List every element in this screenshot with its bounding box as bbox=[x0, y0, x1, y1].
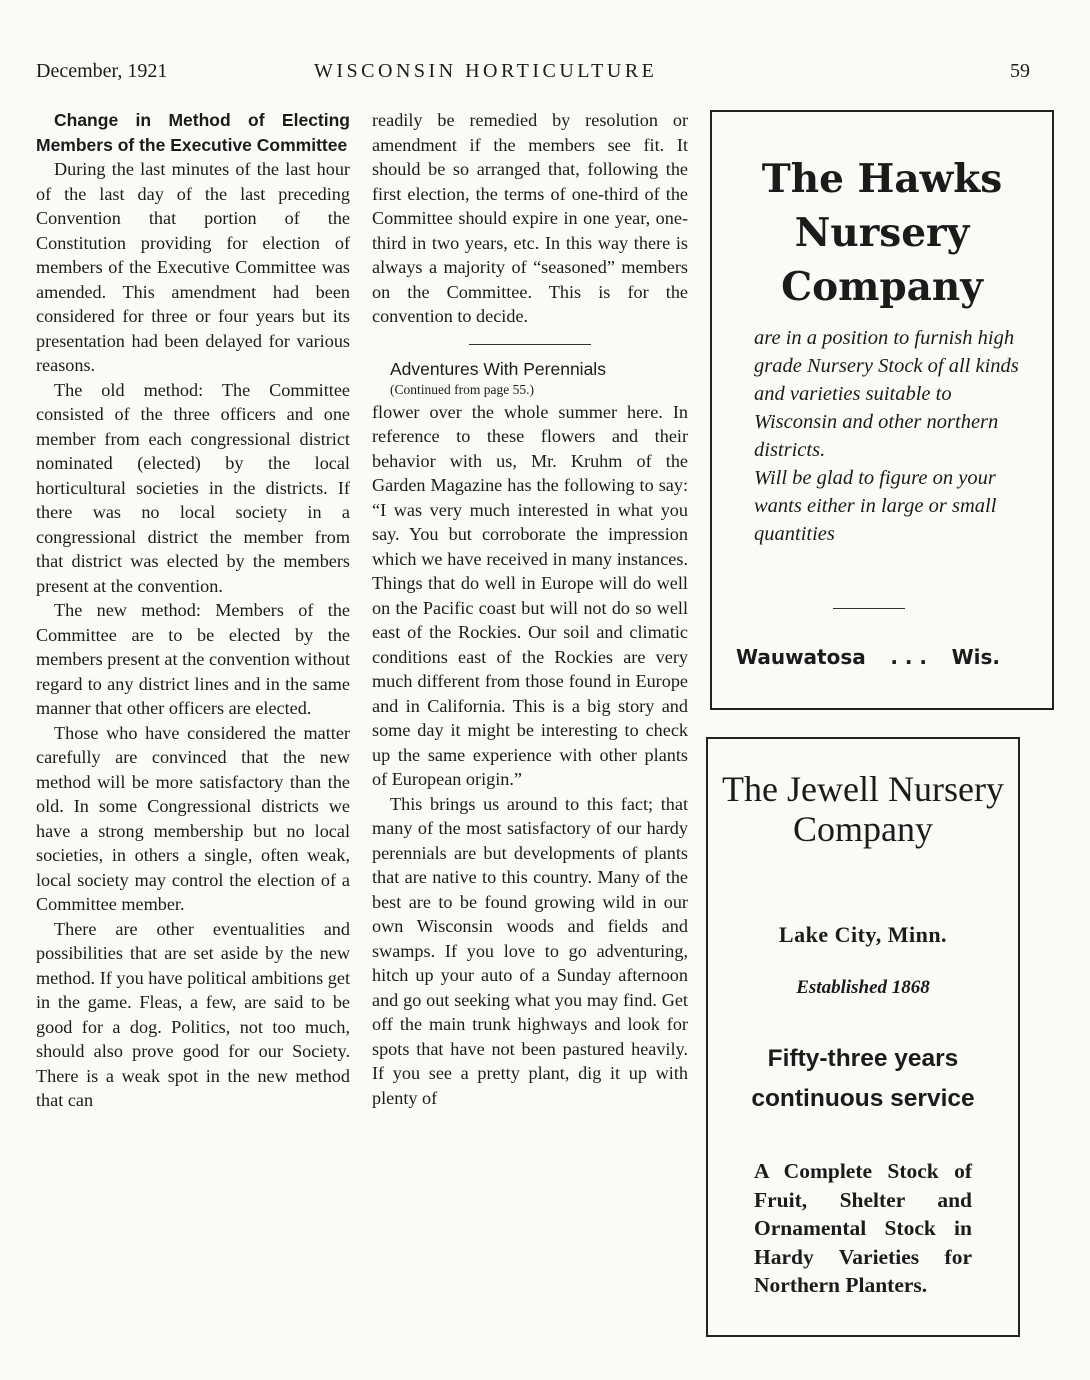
ad-body-text: Will be glad to figure on your wants either in large or small quantities bbox=[754, 467, 997, 545]
ad-body bbox=[754, 324, 1029, 548]
section-title: Adventures With Perennials bbox=[390, 358, 606, 379]
article-paragraph: The old method: The Committee consisted of the three officers and one member from each congressional district nominated (elected) by the local horticultural societies in the districts. If there was no local society in a congressional district the member from that district was elected by the members present at the convention. bbox=[36, 379, 350, 596]
ad-dots: . . . bbox=[890, 645, 928, 669]
article-paragraph: flower over the whole summer here. In reference to these flowers and their behavior with us, Mr. Kruhm of the Garden Magazine has the following to say: “I was very much interested in what you say. You but corroborate the impression which we have received in many instances. Things that do well in Europe will do well on the Pacific coast but will not do so well east of the Rockies. Our soil and climatic conditions east of the Rockies are very much different from those found in Europe and in California. This is a big story and some day it might be interesting to check up the same experience with other plants of European origin.” bbox=[372, 401, 688, 789]
ad-location bbox=[736, 645, 1000, 669]
ad-location: Lake City, Minn. bbox=[778, 922, 948, 947]
section-subtitle: (Continued from page 55.) bbox=[390, 381, 534, 397]
journal-title: WISCONSIN HORTICULTURE bbox=[314, 60, 658, 82]
jewell-nursery-ad bbox=[706, 737, 1020, 1337]
ad-established: Established 1868 bbox=[796, 977, 930, 998]
ad-body-text: are in a position to furnish high grade Nursery Stock of all kinds and varieties suitable to Wisconsin and other northern districts. bbox=[754, 327, 1019, 461]
article-paragraph: Those who have considered the matter carefully are convinced that the new method will be more satisfactory than the old. In some Congressional districts we have a strong membership but no local societies, in others a single, often weak, local society may control the election of a Committee member. bbox=[36, 722, 350, 914]
article-paragraph: During the last minutes of the last hour of the last day of the last preceding Convention that portion of the Constitution providing for election of members of the Executive Committee was amended. This amendment had been considered for three or four years but its presentation had been delayed for various reasons. bbox=[36, 159, 350, 375]
column-middle bbox=[372, 108, 688, 1110]
ad-stock-description: A Complete Stock of Fruit, Shelter and Ornamental Stock in Hardy Varieties for Northern Planters. bbox=[754, 1159, 972, 1297]
article-continuation: readily be remedied by resolution or amendment if the members see fit. It should be so arranged that, following the first election, the terms of one-third of the Committee should expire in one year, one-third in two years, etc. In this way there is always a majority of “seasoned” members on the Committee. This is for the convention to decide. bbox=[372, 110, 688, 326]
article-paragraph: This brings us around to this fact; that many of the most satisfactory of our hardy perennials are but developments of plants that are native to this country. Many of the best are to be found growing wild in our own Wisconsin woods and fields and swamps. If you love to go adventuring, hitch up your auto of a Sunday afternoon and go out seeking what you may find. Get off the main trunk highways and look for spots that have not been pastured heavily. If you see a pretty plant, dig it up with plenty of bbox=[372, 793, 688, 1108]
column-left bbox=[36, 108, 350, 1113]
page-number: 59 bbox=[1010, 60, 1030, 82]
ad-divider bbox=[833, 608, 905, 609]
section-divider bbox=[469, 344, 591, 345]
article-title: Change in Method of Electing Members of the Executive Committee bbox=[36, 110, 350, 155]
ad-years-service: Fifty-three years continuous service bbox=[751, 1045, 975, 1112]
hawks-nursery-ad bbox=[710, 110, 1054, 710]
article-paragraph: The new method: Members of the Committee are to be elected by the members present at the convention without regard to any district lines and in the same manner that other officers are elected. bbox=[36, 600, 350, 718]
ad-title: The Hawks Nursery Company bbox=[761, 156, 1003, 310]
page-header bbox=[36, 60, 1030, 90]
issue-date: December, 1921 bbox=[36, 60, 168, 82]
ad-city: Wauwatosa bbox=[736, 645, 866, 669]
article-paragraph: There are other eventualities and possibilities that are set aside by the new method. If you have political ambitions get in the game. Fleas, a few, are said to be good for a dog. Politics, not too much, should also prove good for our Society. There is a weak spot in the new method that can bbox=[36, 918, 350, 1110]
ad-state: Wis. bbox=[951, 645, 1000, 669]
ad-title: The Jewell Nursery Company bbox=[722, 769, 1004, 849]
